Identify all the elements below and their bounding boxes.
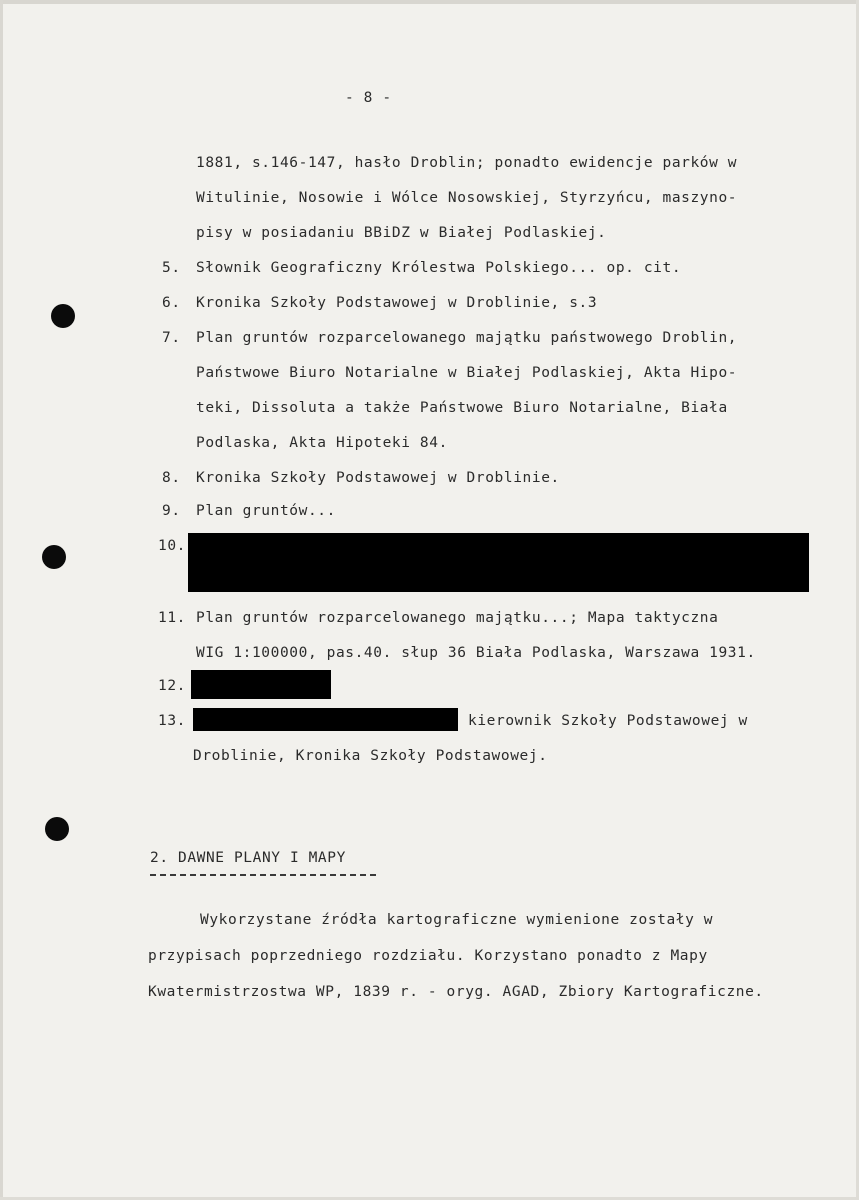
footnote-continuation-line: pisy w posiadaniu BBiDZ w Białej Podlaskiej.	[196, 225, 607, 241]
redaction-block	[188, 533, 809, 592]
footnote-number: 11.	[158, 610, 186, 626]
footnote-number: 5.	[162, 260, 181, 276]
footnote-text: WIG 1:100000, pas.40. słup 36 Biała Podlaska, Warszawa 1931.	[196, 645, 756, 661]
footnote-text: Państwowe Biuro Notarialne w Białej Podlaskiej, Akta Hipo-	[196, 365, 738, 381]
footnote-text: Kronika Szkoły Podstawowej w Droblinie, s.3	[196, 295, 598, 311]
footnote-text: Podlaska, Akta Hipoteki 84.	[196, 435, 448, 451]
footnote-number: 10.	[158, 538, 186, 554]
footnote-number: 7.	[162, 330, 181, 346]
footnote-number: 12.	[158, 678, 186, 694]
punch-hole-bottom	[45, 817, 69, 841]
punch-hole-top	[51, 304, 75, 328]
footnote-text: Droblinie, Kronika Szkoły Podstawowej.	[193, 748, 548, 764]
footnote-continuation-line: 1881, s.146-147, hasło Droblin; ponadto ewidencje parków w	[196, 155, 738, 171]
footnote-text: Plan gruntów...	[196, 503, 336, 519]
footnote-number: 13.	[158, 713, 186, 729]
footnote-text: kierownik Szkoły Podstawowej w	[468, 713, 748, 729]
footnote-text: Kronika Szkoły Podstawowej w Droblinie.	[196, 470, 560, 486]
page-edge-left	[0, 0, 3, 1200]
punch-hole-middle	[42, 545, 66, 569]
footnote-text: Plan gruntów rozparcelowanego majątku...; Mapa taktyczna	[196, 610, 719, 626]
page-edge-top	[0, 0, 859, 4]
redaction-block	[191, 670, 331, 699]
body-paragraph-line: Kwatermistrzostwa WP, 1839 r. - oryg. AGAD, Zbiory Kartograficzne.	[148, 984, 764, 1000]
footnote-text: Słownik Geograficzny Królestwa Polskiego... op. cit.	[196, 260, 682, 276]
footnote-number: 9.	[162, 503, 181, 519]
page-number: - 8 -	[345, 90, 392, 106]
footnote-text: Plan gruntów rozparcelowanego majątku państwowego Droblin,	[196, 330, 738, 346]
footnote-continuation-line: Witulinie, Nosowie i Wólce Nosowskiej, Styrzyńcu, maszyno-	[196, 190, 738, 206]
footnote-text: teki, Dissoluta a także Państwowe Biuro Notarialne, Biała	[196, 400, 728, 416]
body-paragraph-line: przypisach poprzedniego rozdziału. Korzystano ponadto z Mapy	[148, 948, 708, 964]
footnote-number: 8.	[162, 470, 181, 486]
footnote-number: 6.	[162, 295, 181, 311]
section-heading-underline	[150, 874, 376, 876]
body-paragraph-line: Wykorzystane źródła kartograficzne wymienione zostały w	[200, 912, 714, 928]
redaction-block	[193, 708, 458, 731]
section-heading: 2. DAWNE PLANY I MAPY	[150, 850, 346, 866]
